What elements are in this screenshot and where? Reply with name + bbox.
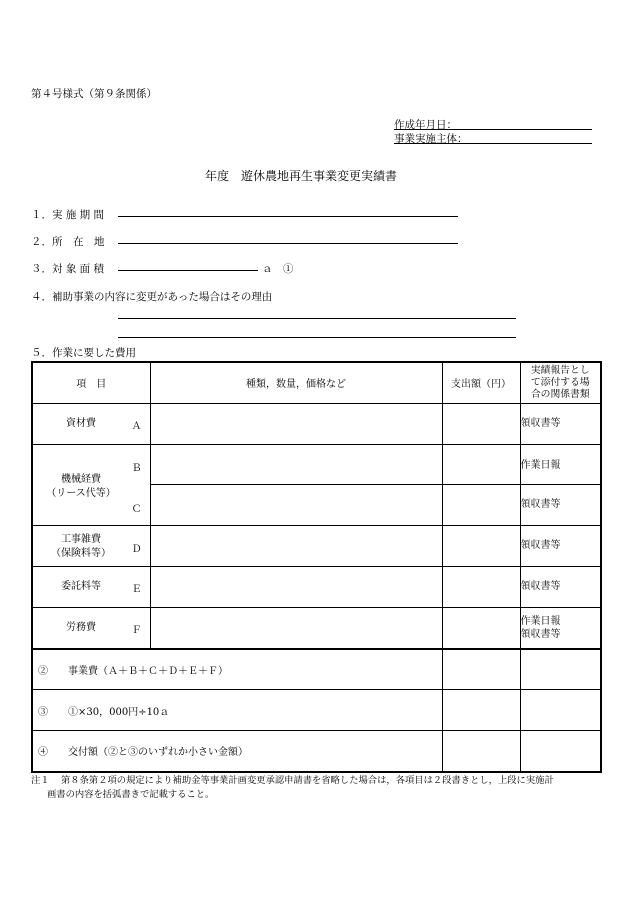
summary-project-cost: ② 事業費（Ａ＋Ｂ＋Ｃ＋Ｄ＋Ｅ＋Ｆ）: [32, 649, 442, 690]
row-labor-detail[interactable]: [150, 607, 442, 649]
row-construction-doc: 領収書等: [520, 525, 601, 566]
summary-row-grant: [32, 731, 601, 772]
item-area-label: ３．対 象 面 積: [31, 263, 105, 275]
row-construction-amount[interactable]: [442, 525, 520, 566]
row-machinery-b-amount[interactable]: [442, 444, 520, 485]
row-construction-code: Ｄ: [131, 543, 142, 555]
table-row-labor: [32, 607, 601, 649]
header-docs-line1: 実績報告とし: [530, 364, 590, 376]
cost-table: [31, 361, 602, 773]
table-row-construction: [32, 525, 601, 566]
row-consignment-code: Ｅ: [131, 583, 142, 595]
item-location-label: ２．所 在 地: [31, 236, 105, 248]
document-title: 年度 遊休農地再生事業変更実績書: [205, 169, 398, 183]
summary-project-cost-amount[interactable]: [442, 649, 520, 690]
row-machinery-name2: （リース代等）: [46, 487, 116, 499]
implementer-label: 事業実施主体：: [394, 133, 468, 145]
row-machinery-b-code: Ｂ: [131, 462, 142, 474]
reason-line-2: [118, 337, 516, 338]
row-construction-name1: 工事雑費: [61, 533, 101, 545]
item-costs-label: ５．作業に要した費用: [31, 347, 136, 359]
row-labor-doc: [520, 607, 601, 649]
row-machinery-b-detail[interactable]: [150, 444, 442, 485]
row-materials-doc: 領収書等: [520, 403, 601, 444]
item-location-line: [118, 243, 458, 244]
note-line-2: 画書の内容を括弧書きで記載すること。: [47, 789, 215, 800]
summary-row-project-cost: [32, 649, 601, 690]
row-construction-item: [32, 525, 150, 566]
row-materials-amount[interactable]: [442, 403, 520, 444]
table-row-machinery-b: [32, 444, 601, 485]
note-line-1: 第８条第２項の規定により補助金等事業計画変更承認申請書を省略した場合は，各項目は２段書きとし，上段に実施計: [61, 775, 554, 786]
row-construction-detail[interactable]: [150, 525, 442, 566]
item-period-label: １．実 施 期 間: [31, 209, 105, 221]
header-amount: 支出額（円）: [442, 362, 520, 403]
row-consignment-item: [32, 566, 150, 607]
row-machinery-c-doc: 領収書等: [520, 485, 601, 526]
summary-grant-doc: [520, 731, 601, 772]
row-labor-code: Ｆ: [131, 624, 142, 636]
item-area-line: [118, 270, 258, 271]
summary-calc-doc: [520, 690, 601, 731]
header-docs-line3: 合の関係書類: [530, 388, 590, 400]
implementer-underline: [394, 143, 592, 144]
header-detail: 種類，数量，価格など: [150, 362, 442, 403]
summary-row-calc: [32, 690, 601, 731]
row-consignment-detail[interactable]: [150, 566, 442, 607]
row-labor-doc1: 作業日報: [520, 615, 561, 627]
row-materials-item: [32, 403, 150, 444]
row-labor-name: 労務費: [66, 621, 96, 633]
summary-project-cost-doc: [520, 649, 601, 690]
created-date-underline: [394, 129, 592, 130]
header-item: 項 目: [32, 362, 150, 403]
item-reason-label: ４．補助事業の内容に変更があった場合はその理由: [31, 291, 273, 303]
summary-calc-amount[interactable]: [442, 690, 520, 731]
header-docs-line2: て添付する場: [530, 376, 590, 388]
row-labor-item: [32, 607, 150, 649]
row-consignment-name: 委託料等: [61, 580, 101, 592]
row-machinery-c-amount[interactable]: [442, 485, 520, 526]
table-header-row: [32, 362, 601, 403]
row-machinery-b-doc: 作業日報: [520, 444, 601, 485]
row-machinery-name1: 機械経費: [61, 473, 101, 485]
row-machinery-c-code: Ｃ: [131, 503, 142, 515]
row-materials-code: Ａ: [131, 420, 142, 432]
table-row-materials: [32, 403, 601, 444]
created-date-label: 作成年月日：: [394, 119, 457, 131]
row-construction-name2: （保険料等）: [51, 547, 111, 559]
row-machinery-c-detail[interactable]: [150, 485, 442, 526]
table-row-consignment: [32, 566, 601, 607]
row-materials-detail[interactable]: [150, 403, 442, 444]
row-consignment-doc: 領収書等: [520, 566, 601, 607]
row-labor-doc2: 領収書等: [520, 628, 561, 640]
item-period-line: [118, 216, 458, 217]
summary-grant-amount[interactable]: [442, 731, 520, 772]
row-consignment-amount[interactable]: [442, 566, 520, 607]
row-labor-amount[interactable]: [442, 607, 520, 649]
row-machinery-item: [32, 444, 150, 525]
row-materials-name: 資材費: [66, 417, 96, 429]
item-area-unit: ａ ①: [262, 263, 294, 275]
header-docs: [520, 362, 601, 403]
note-label: 注１: [31, 775, 50, 786]
summary-calc: ③ ①×30，000円÷10ａ: [32, 690, 442, 731]
reason-line-1: [118, 318, 516, 319]
form-number: 第４号様式（第９条関係）: [31, 88, 157, 100]
summary-grant: ④ 交付額（②と③のいずれか小さい金額）: [32, 731, 442, 772]
